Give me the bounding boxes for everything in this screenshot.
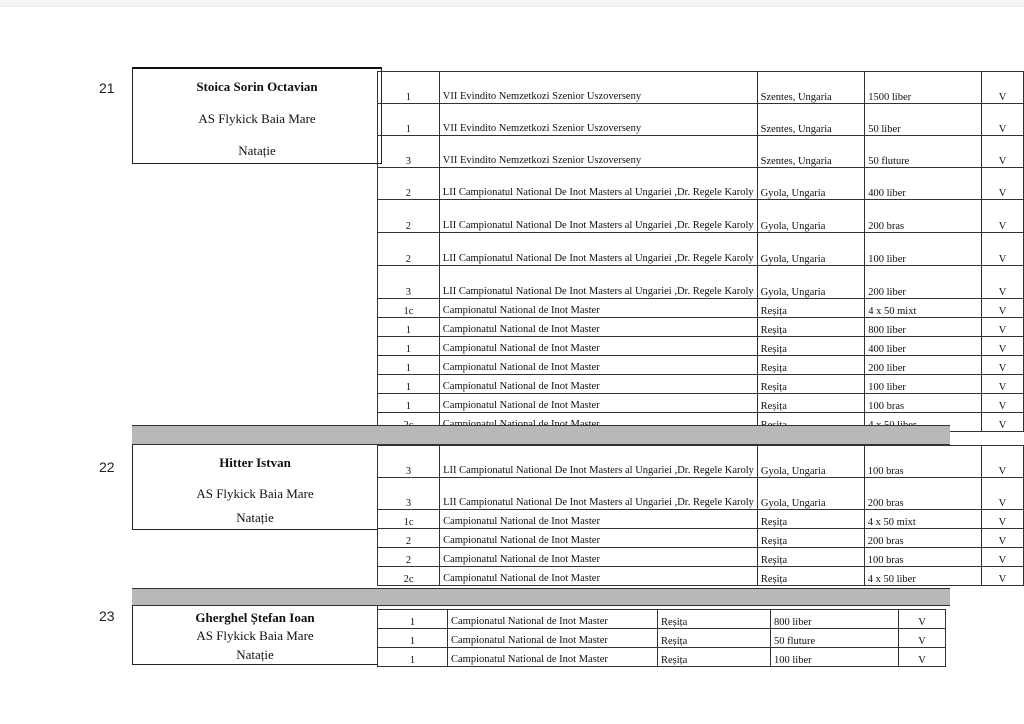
event-cell: 100 liber xyxy=(865,375,982,394)
validation-mark: V xyxy=(981,394,1023,413)
event-cell: 4 x 50 mixt xyxy=(865,299,982,318)
validation-mark: V xyxy=(981,168,1023,200)
competition-cell: Campionatul National de Inot Master xyxy=(439,375,757,394)
validation-mark: V xyxy=(981,413,1023,432)
event-cell: 100 bras xyxy=(865,394,982,413)
result-row xyxy=(378,567,1024,586)
location-cell: Reșița xyxy=(757,318,865,337)
competition-cell: Campionatul National de Inot Master xyxy=(439,337,757,356)
location-cell: Szentes, Ungaria xyxy=(757,72,865,104)
result-row xyxy=(378,136,1024,168)
result-row xyxy=(378,375,1024,394)
location-cell: Reșița xyxy=(757,356,865,375)
competition-cell: LII Campionatul National De Inot Masters al Ungariei ,Dr. Regele Karoly xyxy=(440,478,758,510)
event-cell: 400 liber xyxy=(865,168,982,200)
place-cell: 2c xyxy=(378,567,440,586)
validation-mark: V xyxy=(981,318,1023,337)
section-separator xyxy=(132,425,950,445)
result-row xyxy=(378,72,1024,104)
athlete-name: Hitter Istvan xyxy=(219,455,291,470)
competition-cell: LII Campionatul National De Inot Masters al Ungariei ,Dr. Regele Karoly xyxy=(439,200,757,233)
location-cell: Szentes, Ungaria xyxy=(757,104,865,136)
location-cell: Reșița xyxy=(658,629,771,648)
athlete-club: AS Flykick Baia Mare xyxy=(196,486,314,501)
location-cell: Reșița xyxy=(757,548,864,567)
place-cell: 1 xyxy=(378,337,440,356)
place-cell: 1 xyxy=(378,104,440,136)
competition-cell: Campionatul National de Inot Master xyxy=(439,394,757,413)
place-cell: 2 xyxy=(378,168,440,200)
location-cell: Reșița xyxy=(757,510,864,529)
result-row xyxy=(378,104,1024,136)
result-row xyxy=(378,200,1024,233)
athlete-info-box xyxy=(132,67,382,164)
athlete-club: AS Flykick Baia Mare xyxy=(196,628,314,643)
location-cell: Reșița xyxy=(757,394,865,413)
place-cell: 1 xyxy=(378,356,440,375)
competition-cell: Campionatul National de Inot Master xyxy=(440,529,758,548)
event-cell: 1500 liber xyxy=(865,72,982,104)
results-table xyxy=(377,609,946,667)
event-cell: 50 fluture xyxy=(771,629,899,648)
athlete-sport: Natație xyxy=(236,647,274,662)
result-row xyxy=(378,446,1024,478)
event-cell: 4 x 50 mixt xyxy=(864,510,981,529)
place-cell: 1 xyxy=(378,72,440,104)
place-cell: 2 xyxy=(378,233,440,266)
result-row xyxy=(378,233,1024,266)
event-cell: 400 liber xyxy=(865,337,982,356)
location-cell: Gyola, Ungaria xyxy=(757,233,865,266)
competition-cell: Campionatul National de Inot Master xyxy=(448,629,658,648)
validation-mark: V xyxy=(981,200,1023,233)
result-row xyxy=(378,266,1024,299)
competition-cell: LII Campionatul National De Inot Masters al Ungariei ,Dr. Regele Karoly xyxy=(439,233,757,266)
location-cell: Reșița xyxy=(757,299,865,318)
place-cell: 1 xyxy=(378,394,440,413)
event-cell: 200 liber xyxy=(865,266,982,299)
athlete-sport: Natație xyxy=(236,510,274,525)
event-cell: 100 liber xyxy=(771,648,899,667)
result-row xyxy=(378,629,946,648)
validation-mark: V xyxy=(981,375,1023,394)
location-cell: Gyola, Ungaria xyxy=(757,478,864,510)
athlete-name: Gherghel Ștefan Ioan xyxy=(195,610,315,625)
location-cell: Gyola, Ungaria xyxy=(757,200,865,233)
competition-cell: LII Campionatul National De Inot Masters al Ungariei ,Dr. Regele Karoly xyxy=(439,266,757,299)
athlete-number: 23 xyxy=(99,608,115,624)
place-cell: 1 xyxy=(378,629,448,648)
place-cell: 1 xyxy=(378,648,448,667)
validation-mark: V xyxy=(899,648,946,667)
result-row xyxy=(378,318,1024,337)
competition-cell: Campionatul National de Inot Master xyxy=(440,510,758,529)
validation-mark: V xyxy=(981,478,1023,510)
result-row xyxy=(378,168,1024,200)
location-cell: Gyola, Ungaria xyxy=(757,266,865,299)
place-cell: 1c xyxy=(378,510,440,529)
event-cell: 200 bras xyxy=(864,529,981,548)
event-cell: 100 liber xyxy=(865,233,982,266)
result-row xyxy=(378,337,1024,356)
competition-cell: Campionatul National de Inot Master xyxy=(440,567,758,586)
validation-mark: V xyxy=(981,72,1023,104)
location-cell: Szentes, Ungaria xyxy=(757,136,865,168)
place-cell: 3 xyxy=(378,446,440,478)
validation-mark: V xyxy=(981,233,1023,266)
competition-cell: Campionatul National de Inot Master xyxy=(440,548,758,567)
athlete-number: 22 xyxy=(99,459,115,475)
competition-cell: VII Evindito Nemzetkozi Szenior Uszoverseny xyxy=(439,104,757,136)
event-cell: 200 bras xyxy=(865,200,982,233)
scan-edge xyxy=(0,0,1024,7)
result-row xyxy=(378,394,1024,413)
result-row xyxy=(378,529,1024,548)
result-row xyxy=(378,356,1024,375)
result-row xyxy=(378,610,946,629)
validation-mark: V xyxy=(981,567,1023,586)
place-cell: 3 xyxy=(378,266,440,299)
validation-mark: V xyxy=(981,299,1023,318)
competition-cell: LII Campionatul National De Inot Masters al Ungariei ,Dr. Regele Karoly xyxy=(440,446,758,478)
competition-cell: Campionatul National de Inot Master xyxy=(448,610,658,629)
event-cell: 800 liber xyxy=(771,610,899,629)
location-cell: Reșița xyxy=(658,648,771,667)
validation-mark: V xyxy=(981,510,1023,529)
place-cell: 1 xyxy=(378,318,440,337)
competition-cell: VII Evindito Nemzetkozi Szenior Uszoverseny xyxy=(439,136,757,168)
athlete-club: AS Flykick Baia Mare xyxy=(198,111,316,126)
location-cell: Reșița xyxy=(757,375,865,394)
result-row xyxy=(378,548,1024,567)
place-cell: 1c xyxy=(378,299,440,318)
result-row xyxy=(378,648,946,667)
validation-mark: V xyxy=(981,356,1023,375)
location-cell: Reșița xyxy=(757,567,864,586)
athlete-sport: Natație xyxy=(238,143,276,158)
athlete-number: 21 xyxy=(99,80,115,96)
results-table xyxy=(377,445,1024,586)
results-table xyxy=(377,71,1024,432)
event-cell: 50 fluture xyxy=(865,136,982,168)
validation-mark: V xyxy=(981,104,1023,136)
location-cell: Gyola, Ungaria xyxy=(757,168,865,200)
validation-mark: V xyxy=(981,337,1023,356)
event-cell: 100 bras xyxy=(864,548,981,567)
result-row xyxy=(378,510,1024,529)
competition-cell: Campionatul National de Inot Master xyxy=(439,318,757,337)
validation-mark: V xyxy=(981,266,1023,299)
athlete-name: Stoica Sorin Octavian xyxy=(196,79,318,94)
location-cell: Gyola, Ungaria xyxy=(757,446,864,478)
place-cell: 3 xyxy=(378,478,440,510)
validation-mark: V xyxy=(981,446,1023,478)
place-cell: 2 xyxy=(378,529,440,548)
event-cell: 100 bras xyxy=(864,446,981,478)
result-row xyxy=(378,478,1024,510)
validation-mark: V xyxy=(899,629,946,648)
validation-mark: V xyxy=(981,529,1023,548)
validation-mark: V xyxy=(899,610,946,629)
validation-mark: V xyxy=(981,548,1023,567)
competition-cell: LII Campionatul National De Inot Masters al Ungariei ,Dr. Regele Karoly xyxy=(439,168,757,200)
section-separator xyxy=(132,588,950,606)
event-cell: 200 liber xyxy=(865,356,982,375)
athlete-info-box xyxy=(132,606,378,665)
place-cell: 2 xyxy=(378,200,440,233)
location-cell: Reșița xyxy=(757,529,864,548)
result-row xyxy=(378,299,1024,318)
place-cell: 3 xyxy=(378,136,440,168)
location-cell: Reșița xyxy=(658,610,771,629)
athlete-info-box xyxy=(132,445,378,530)
competition-cell: Campionatul National de Inot Master xyxy=(439,299,757,318)
competition-cell: Campionatul National de Inot Master xyxy=(439,356,757,375)
event-cell: 4 x 50 liber xyxy=(864,567,981,586)
event-cell: 200 bras xyxy=(864,478,981,510)
validation-mark: V xyxy=(981,136,1023,168)
competition-cell: Campionatul National de Inot Master xyxy=(448,648,658,667)
competition-cell: VII Evindito Nemzetkozi Szenior Uszoverseny xyxy=(439,72,757,104)
place-cell: 2 xyxy=(378,548,440,567)
event-cell: 800 liber xyxy=(865,318,982,337)
place-cell: 1 xyxy=(378,375,440,394)
event-cell: 50 liber xyxy=(865,104,982,136)
location-cell: Reșița xyxy=(757,337,865,356)
place-cell: 1 xyxy=(378,610,448,629)
